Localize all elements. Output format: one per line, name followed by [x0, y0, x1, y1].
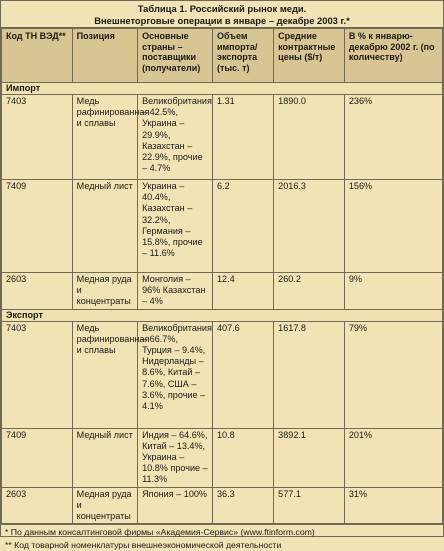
- header-countries: Основные страны – поставщики (получатели): [138, 29, 213, 83]
- cell-percent: 31%: [344, 487, 442, 524]
- table-row: [2, 428, 443, 487]
- cell-position: Медь рафинированная и сплавы: [72, 95, 137, 180]
- cell-percent: 156%: [344, 180, 442, 273]
- cell-price: 260.2: [274, 273, 345, 310]
- cell-position: Медный лист: [72, 428, 137, 487]
- header-position: Позиция: [72, 29, 137, 83]
- table-row: [2, 180, 443, 273]
- table-row: [2, 321, 443, 428]
- table-title-line2: Внешнеторговые операции в январе – декабре 2003 г.*: [94, 14, 350, 26]
- cell-code: 7403: [2, 321, 73, 428]
- cell-position: Медная руда и концентраты: [72, 487, 137, 524]
- cell-countries: Украина – 40.4%, Казахстан – 32.2%, Германия – 15.8%, прочие – 11.6%: [138, 180, 213, 273]
- cell-position: Медная руда и концентраты: [72, 273, 137, 310]
- header-row: [2, 29, 443, 83]
- trade-table: [1, 28, 443, 524]
- cell-countries: Монголия – 96% Казахстан – 4%: [138, 273, 213, 310]
- section-import: [2, 83, 443, 95]
- cell-code: 7409: [2, 180, 73, 273]
- cell-countries: Индия – 64.6%, Китай – 13.4%, Украина – 10.8% прочие – 11.3%: [138, 428, 213, 487]
- section-import-label: Импорт: [2, 83, 443, 95]
- cell-volume: 36.3: [212, 487, 273, 524]
- cell-volume: 6.2: [212, 180, 273, 273]
- cell-code: 7403: [2, 95, 73, 180]
- cell-price: 1890.0: [274, 95, 345, 180]
- cell-price: 1617.8: [274, 321, 345, 428]
- header-percent: В % к январю-декабрю 2002 г. (по количеству): [344, 29, 442, 83]
- cell-volume: 12.4: [212, 273, 273, 310]
- footnotes: [1, 524, 443, 551]
- cell-percent: 79%: [344, 321, 442, 428]
- table-title: [1, 1, 443, 28]
- cell-volume: 1.31: [212, 95, 273, 180]
- cell-countries: Великобритания – 66.7%, Турция – 9.4%, Нидерланды – 8.6%, Китай – 7.6%, США – 3.6%, прочие – 4.1%: [138, 321, 213, 428]
- cell-countries: Япония – 100%: [138, 487, 213, 524]
- header-volume: Объем импорта/ экспорта (тыс. т): [212, 29, 273, 83]
- table-row: [2, 487, 443, 524]
- cell-position: Медь рафинированная и сплавы: [72, 321, 137, 428]
- cell-position: Медный лист: [72, 180, 137, 273]
- header-price: Средние контрактные цены ($/т): [274, 29, 345, 83]
- cell-price: 577.1: [274, 487, 345, 524]
- cell-percent: 236%: [344, 95, 442, 180]
- cell-percent: 9%: [344, 273, 442, 310]
- cell-price: 3892.1: [274, 428, 345, 487]
- section-export: [2, 309, 443, 321]
- table-row: [2, 273, 443, 310]
- table-row: [2, 95, 443, 180]
- cell-code: 2603: [2, 487, 73, 524]
- footnote-code-definition: ** Код товарной номенклатуры внешнеэкономической деятельности: [5, 539, 282, 550]
- cell-code: 7409: [2, 428, 73, 487]
- cell-volume: 10.8: [212, 428, 273, 487]
- header-code: Код ТН ВЭД**: [2, 29, 73, 83]
- footnote-source: * По данным консалтинговой фирмы «Академия-Сервис» (www.ftinform.com): [5, 527, 315, 538]
- cell-volume: 407.6: [212, 321, 273, 428]
- section-export-label: Экспорт: [2, 309, 443, 321]
- table-title-line1: Таблица 1. Российский рынок меди.: [137, 3, 307, 14]
- cell-code: 2603: [2, 273, 73, 310]
- cell-price: 2016.3: [274, 180, 345, 273]
- cell-percent: 201%: [344, 428, 442, 487]
- cell-countries: Великобритания – 42.5%, Украина – 29.9%, Казахстан – 22.9%, прочие – 4.7%: [138, 95, 213, 180]
